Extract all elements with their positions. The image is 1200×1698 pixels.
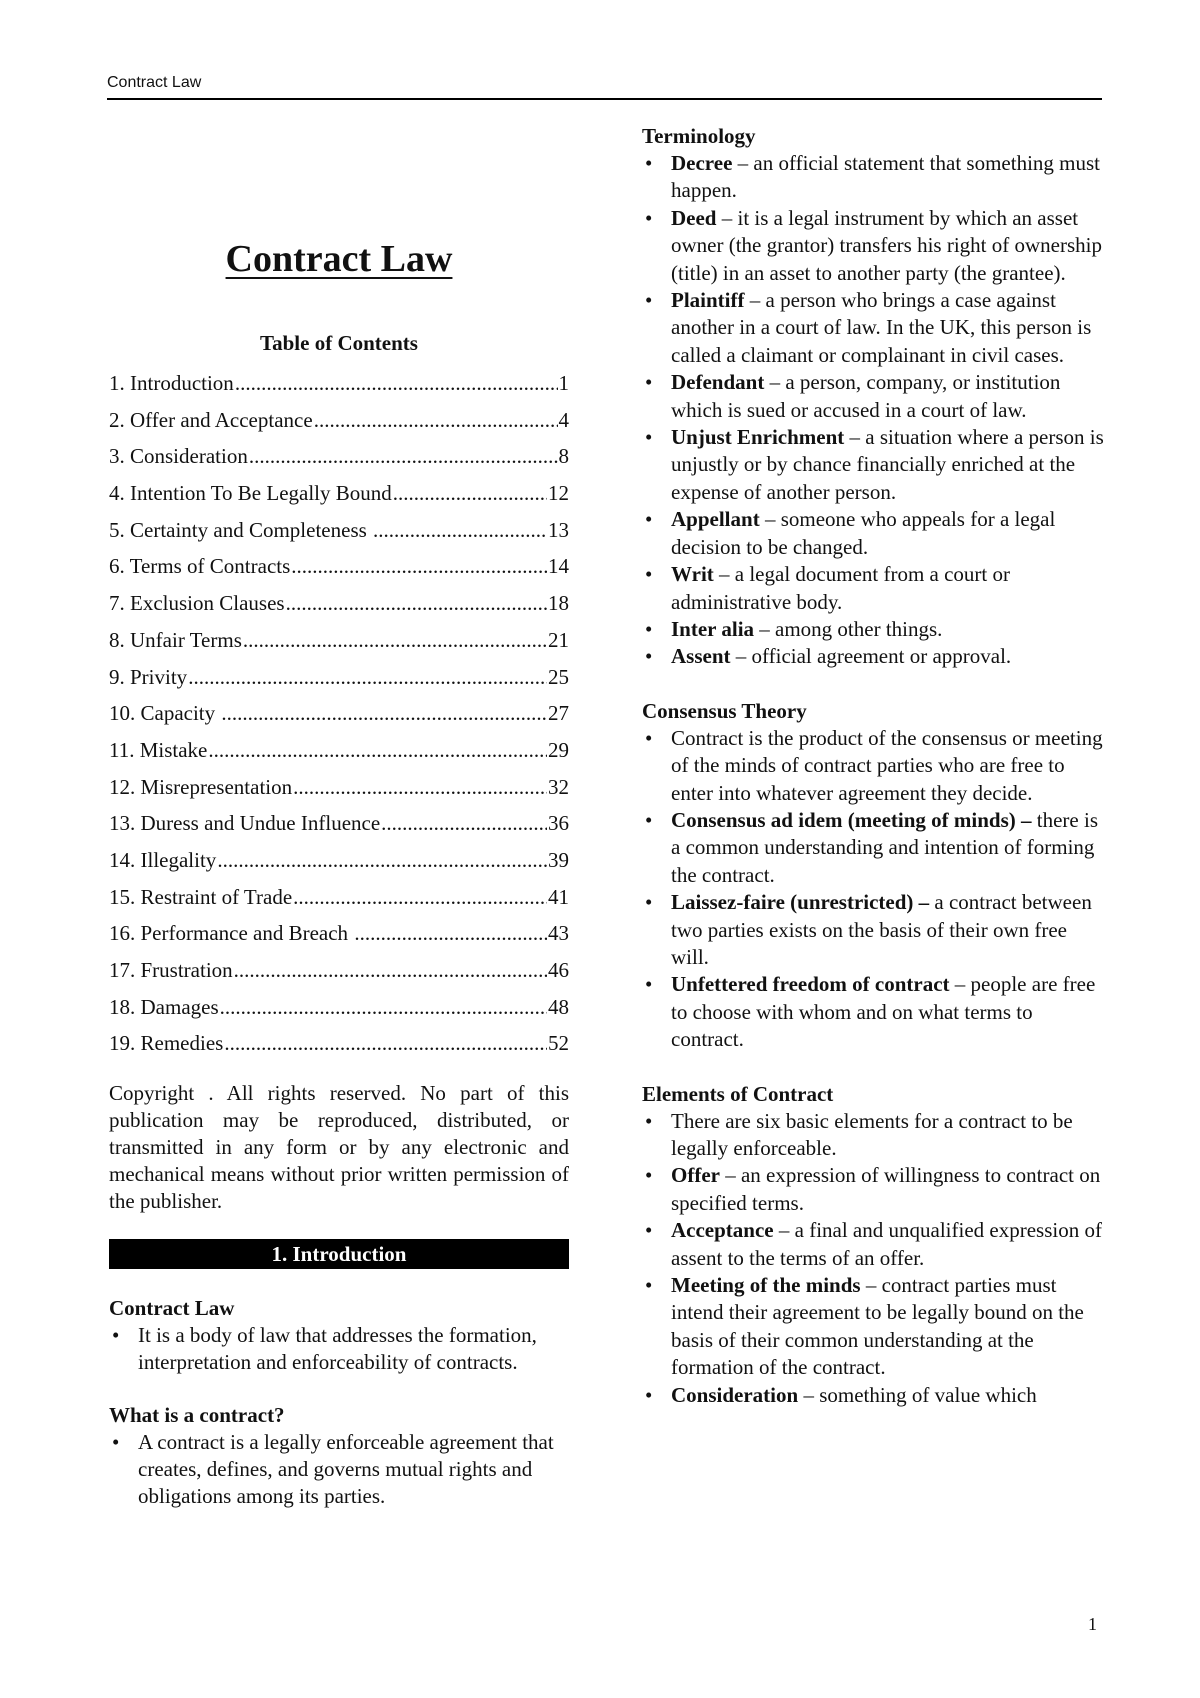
toc-entry[interactable] bbox=[109, 548, 569, 585]
toc-entry-title: 1. Introduction bbox=[109, 371, 234, 395]
list-item-definition: – an official statement that something must happen. bbox=[671, 151, 1101, 203]
list-item bbox=[642, 287, 1104, 369]
list-item-definition: – an expression of willingness to contract on specified terms. bbox=[671, 1163, 1101, 1215]
terminology-heading: Terminology bbox=[642, 124, 756, 148]
list-item bbox=[642, 150, 1104, 205]
running-header bbox=[107, 74, 1102, 100]
toc-leader-dots bbox=[286, 585, 547, 622]
toc-heading: Table of Contents bbox=[260, 331, 418, 355]
toc-entry[interactable] bbox=[109, 585, 569, 622]
toc-entry[interactable] bbox=[109, 879, 569, 916]
toc-entry[interactable] bbox=[109, 659, 569, 696]
list-item-term: Acceptance bbox=[671, 1218, 774, 1243]
toc-leader-dots bbox=[381, 805, 547, 842]
contract-law-heading: Contract Law bbox=[109, 1296, 235, 1321]
elements-of-contract-list bbox=[642, 1108, 1104, 1409]
what-is-contract-heading: What is a contract? bbox=[109, 1403, 285, 1428]
list-item-definition: – official agreement or approval. bbox=[730, 644, 1012, 669]
toc-leader-dots bbox=[217, 842, 547, 879]
toc-entry-title: 4. Intention To Be Legally Bound bbox=[109, 481, 392, 506]
toc-leader-dots bbox=[243, 622, 547, 659]
toc-entry-page: 36 bbox=[548, 811, 569, 836]
list-item-definition: – a situation where a person is unjustly or by chance financially enriched at the expense of another person. bbox=[671, 425, 1104, 504]
list-item-definition: – a final and unqualified expression of assent to the terms of an offer. bbox=[671, 1218, 1102, 1270]
toc-entry-page: 27 bbox=[548, 701, 569, 726]
toc-leader-dots bbox=[208, 732, 547, 769]
list-item-term: Appellant bbox=[671, 507, 760, 532]
list-item bbox=[642, 205, 1104, 287]
toc-entry-page: 25 bbox=[548, 664, 569, 689]
toc-leader-dots bbox=[234, 952, 547, 989]
contract-law-section bbox=[109, 1295, 569, 1376]
list-item-term: Defendant bbox=[671, 370, 765, 395]
consensus-theory-list bbox=[642, 725, 1104, 1054]
toc-entry-title: 15. Restraint of Trade bbox=[109, 884, 293, 909]
document-title: Contract Law bbox=[225, 238, 453, 280]
list-item-term: Unjust Enrichment bbox=[671, 425, 845, 450]
list-item bbox=[642, 506, 1104, 561]
toc-leader-dots bbox=[249, 438, 558, 475]
list-item-term: Offer bbox=[671, 1163, 720, 1188]
terminology-section bbox=[642, 123, 1104, 671]
list-item bbox=[642, 561, 1104, 616]
toc-leader-dots bbox=[393, 475, 547, 512]
elements-of-contract-section bbox=[642, 1081, 1104, 1409]
toc-leader-dots bbox=[293, 879, 547, 916]
right-column bbox=[642, 123, 1104, 1409]
toc-entry-title: 12. Misrepresentation bbox=[109, 774, 293, 799]
list-item-definition: – it is a legal instrument by which an asset owner (the grantor) transfers his right of ownership (title) in an asset to another party (the grantee). bbox=[671, 205, 1102, 285]
list-item: • It is a body of law that addresses the formation, interpretation and enforceability of contracts. bbox=[109, 1322, 569, 1376]
toc-entry-title: 3. Consideration bbox=[109, 444, 248, 469]
toc-entry-page: 39 bbox=[548, 847, 569, 872]
toc-entry-page: 14 bbox=[548, 554, 569, 579]
list-item-term: Decree bbox=[671, 151, 733, 175]
toc-entry[interactable] bbox=[109, 732, 569, 769]
toc-entry-page: 18 bbox=[548, 591, 569, 616]
toc-leader-dots bbox=[235, 365, 558, 402]
list-item-definition: There are six basic elements for a contract to be legally enforceable. bbox=[671, 1108, 1073, 1160]
list-item: • A contract is a legally enforceable agreement that creates, defines, and governs mutual rights and obligations among its parties. bbox=[109, 1429, 569, 1510]
toc-entry-title: 16. Performance and Breach bbox=[109, 921, 354, 946]
list-item-term: Meeting of the minds bbox=[671, 1273, 861, 1298]
toc-entry[interactable] bbox=[109, 475, 569, 512]
toc-leader-dots bbox=[354, 915, 547, 952]
toc-entry[interactable] bbox=[109, 402, 569, 439]
list-item-definition: there is a common understanding and intention of forming the contract. bbox=[671, 807, 1099, 887]
toc-leader-dots bbox=[293, 769, 547, 806]
toc-entry-page: 41 bbox=[548, 884, 569, 909]
toc-entry[interactable] bbox=[109, 622, 569, 659]
consensus-theory-section bbox=[642, 698, 1104, 1054]
toc-entry-page: 29 bbox=[548, 737, 569, 762]
toc-entry-page: 46 bbox=[548, 958, 569, 982]
list-item-term: Plaintiff bbox=[671, 288, 745, 313]
list-item bbox=[642, 1382, 1104, 1409]
toc-entry-page: 12 bbox=[548, 481, 569, 506]
list-item bbox=[642, 1162, 1104, 1217]
toc-entry-title: 6. Terms of Contracts bbox=[109, 554, 291, 579]
table-of-contents bbox=[109, 365, 569, 1062]
list-item-definition: Contract is the product of the consensus or meeting of the minds of contract parties who are free to enter into whatever agreement they decide. bbox=[671, 725, 1103, 805]
list-item bbox=[642, 643, 1104, 670]
list-item-term: Consideration bbox=[671, 1382, 799, 1407]
toc-leader-dots bbox=[291, 548, 547, 585]
list-item-definition: – contract parties must intend their agreement to be legally bound on the basis of their common understanding at the formation of the contract. bbox=[671, 1273, 1084, 1380]
toc-entry[interactable] bbox=[109, 805, 569, 842]
toc-entry[interactable] bbox=[109, 952, 569, 989]
list-item-term: Consensus ad idem (meeting of minds) – bbox=[671, 807, 1032, 832]
list-item bbox=[642, 369, 1104, 424]
toc-entry-page: 8 bbox=[558, 444, 569, 469]
list-item bbox=[642, 424, 1104, 506]
list-item-definition: – a person who brings a case against another in a court of law. In the UK, this person is called a claimant or complainant in civil cases. bbox=[671, 288, 1092, 367]
toc-entry[interactable] bbox=[109, 365, 569, 402]
toc-entry-title: 14. Illegality bbox=[109, 847, 217, 872]
toc-entry-page: 13 bbox=[548, 517, 569, 542]
list-item bbox=[642, 807, 1104, 889]
list-item-term: Deed bbox=[671, 205, 717, 230]
toc-entry-page: 52 bbox=[548, 1031, 569, 1056]
page-number: 1 bbox=[1088, 1614, 1097, 1634]
list-item bbox=[642, 971, 1104, 1053]
toc-entry[interactable] bbox=[109, 695, 569, 732]
toc-leader-dots bbox=[221, 695, 547, 732]
list-item-term: Writ bbox=[671, 562, 714, 587]
list-item-definition: – something of value which bbox=[798, 1382, 1037, 1407]
toc-entry-title: 17. Frustration bbox=[109, 958, 233, 982]
toc-entry-page: 21 bbox=[548, 627, 569, 652]
contract-law-list bbox=[109, 1322, 569, 1376]
elements-of-contract-heading: Elements of Contract bbox=[642, 1081, 834, 1106]
toc-entry-title: 9. Privity bbox=[109, 664, 188, 689]
left-column bbox=[109, 236, 569, 1510]
consensus-theory-heading: Consensus Theory bbox=[642, 698, 807, 723]
list-item bbox=[642, 1217, 1104, 1272]
toc-entry[interactable] bbox=[109, 842, 569, 879]
list-item-definition: – people are free to choose with whom and on what terms to contract. bbox=[671, 972, 1096, 1052]
list-item-term: Assent bbox=[671, 644, 731, 669]
list-item-term: Unfettered freedom of contract bbox=[671, 972, 950, 997]
toc-entry-page: 32 bbox=[548, 774, 569, 799]
toc-entry-page: 1 bbox=[558, 371, 569, 395]
toc-entry-title: 2. Offer and Acceptance bbox=[109, 407, 313, 432]
toc-entry-title: 10. Capacity bbox=[109, 701, 221, 726]
terminology-list bbox=[642, 150, 1104, 671]
list-item bbox=[642, 1272, 1104, 1382]
list-item-definition: – a person, company, or institution which is sued or accused in a court of law. bbox=[671, 370, 1061, 422]
toc-leader-dots bbox=[188, 659, 547, 696]
list-item-term: Laissez-faire (unrestricted) – bbox=[671, 890, 930, 915]
what-is-contract-list bbox=[109, 1429, 569, 1510]
toc-entry-page: 4 bbox=[558, 407, 569, 432]
toc-entry-title: 19. Remedies bbox=[109, 1031, 224, 1056]
toc-entry-title: 7. Exclusion Clauses bbox=[109, 591, 285, 616]
toc-entry[interactable] bbox=[109, 512, 569, 549]
toc-entry-title: 13. Duress and Undue Influence bbox=[109, 811, 381, 836]
toc-entry-title: 5. Certainty and Completeness bbox=[109, 517, 373, 542]
toc-entry[interactable] bbox=[109, 989, 569, 1026]
list-item bbox=[642, 725, 1104, 807]
list-item bbox=[642, 1108, 1104, 1163]
toc-leader-dots bbox=[224, 1025, 547, 1062]
toc-entry[interactable] bbox=[109, 438, 569, 475]
list-item-definition: – someone who appeals for a legal decision to be changed. bbox=[671, 507, 1056, 559]
toc-leader-dots bbox=[220, 989, 547, 1026]
list-item-definition: a contract between two parties exists on the basis of their own free will. bbox=[671, 890, 1092, 969]
list-item-term: Inter alia bbox=[671, 616, 755, 641]
toc-entry[interactable] bbox=[109, 1025, 569, 1062]
toc-entry[interactable] bbox=[109, 769, 569, 806]
running-header-title: Contract Law bbox=[107, 74, 202, 91]
toc-entry-title: 8. Unfair Terms bbox=[109, 627, 242, 652]
list-item-definition: – among other things. bbox=[754, 616, 943, 641]
toc-entry-title: 18. Damages bbox=[109, 994, 219, 1019]
toc-entry-title: 11. Mistake bbox=[109, 737, 208, 762]
toc-entry[interactable] bbox=[109, 915, 569, 952]
toc-leader-dots bbox=[314, 402, 558, 439]
toc-leader-dots bbox=[373, 512, 547, 549]
toc-entry-page: 43 bbox=[548, 921, 569, 946]
toc-entry-page: 48 bbox=[548, 994, 569, 1019]
copyright-notice: Copyright . All rights reserved. No part of this publication may be reproduced, distributed, or transmitted in any form or by any electronic and mechanical means without prior written permission of the publisher. bbox=[109, 1081, 569, 1214]
list-item bbox=[642, 889, 1104, 971]
list-item bbox=[642, 616, 1104, 643]
what-is-contract-section bbox=[109, 1402, 569, 1510]
list-item-definition: – a legal document from a court or administrative body. bbox=[671, 562, 1011, 614]
section-title-introduction: 1. Introduction bbox=[109, 1239, 569, 1269]
